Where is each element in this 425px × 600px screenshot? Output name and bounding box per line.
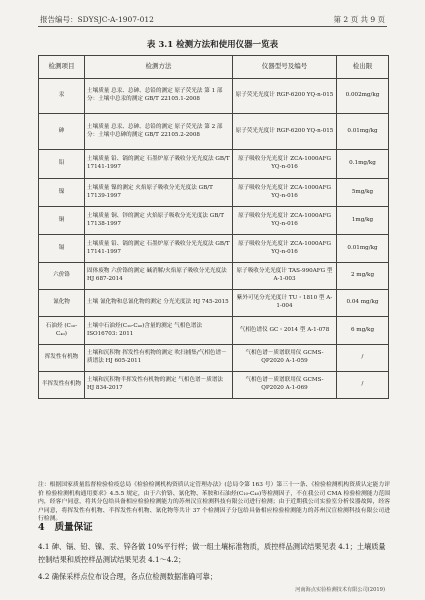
cell-limit: /	[337, 345, 389, 372]
table-row	[39, 207, 389, 235]
cell-method: 土壤质量 镍的测定 火焰原子吸收分光光度法 GB/T 17139-1997	[85, 179, 233, 207]
section-title: 质量保证	[54, 522, 93, 533]
cell-method: 土壤和沉积物半挥发性有机物的测定 气相色谱－质谱法 HJ 834-2017	[85, 372, 233, 399]
header-limit: 检出限	[337, 56, 389, 79]
cell-limit: 5mg/kg	[337, 179, 389, 207]
cell-limit: 0.01mg/kg	[337, 235, 389, 263]
cell-instrument: 气相色谱－质谱联用仪 GCMS-QP2020 A-1-059	[233, 345, 337, 372]
cell-method: 土壤 氰化物和总氰化物的测定 分光光度法 HJ 745-2015	[85, 290, 233, 317]
page-header	[38, 14, 387, 27]
cell-limit: 0.1mg/kg	[337, 150, 389, 179]
section-heading	[38, 519, 93, 533]
cell-method: 土壤质量 铜、锌的测定 火焰原子吸收分光光度法 GB/T 17138-1997	[85, 207, 233, 235]
cell-method: 固体废物 六价铬的测定 碱消解/火焰原子吸收分光光度法 HJ 687-2014	[85, 263, 233, 290]
header-method: 检测方法	[85, 56, 233, 79]
header-instrument: 仪器型号及编号	[233, 56, 337, 79]
cell-instrument: 原子吸收分光光度计 ZCA-1000AFG YQ-n-016	[233, 207, 337, 235]
cell-instrument: 气相色谱仪 GC・2014 型 A-1-078	[233, 317, 337, 345]
cell-item: 铅	[39, 150, 85, 179]
cell-limit: 6 mg/kg	[337, 317, 389, 345]
cell-method: 土壤质量 铅、镉的测定 石墨炉原子吸收分光光度法 GB/T 17141-1997	[85, 235, 233, 263]
method-instrument-table	[38, 55, 389, 399]
cell-item: 砷	[39, 114, 85, 150]
cell-limit: 0.002mg/kg	[337, 79, 389, 114]
cell-limit: 2 mg/kg	[337, 263, 389, 290]
cell-instrument: 原子荧光光度计 RGF-6200 YQ-n-015	[233, 79, 337, 114]
page-footer: 河南海点实验检测技术有限公司(2019)	[295, 587, 385, 593]
cell-item: 铜	[39, 207, 85, 235]
cell-limit: 0.01mg/kg	[337, 114, 389, 150]
table-row	[39, 345, 389, 372]
table-caption: 表 3.1 检测方法和使用仪器一览表	[146, 40, 279, 50]
page-number: 第 2 页 共 9 页	[333, 15, 385, 24]
table-row	[39, 235, 389, 263]
cell-item: 六价铬	[39, 263, 85, 290]
cell-item: 氰化物	[39, 290, 85, 317]
cell-item: 镍	[39, 179, 85, 207]
table-row	[39, 150, 389, 179]
cell-method: 土壤和沉积物 挥发性有机物的测定 吹扫捕集/气相色谱－质谱法 HJ 605-2011	[85, 345, 233, 372]
table-row	[39, 317, 389, 345]
cell-instrument: 原子吸收分光光度计 ZCA-1000AFG YQ-n-016	[233, 235, 337, 263]
cell-method: 土壤质量 铅、镉的测定 石墨炉原子吸收分光光度法 GB/T 17141-1997	[85, 150, 233, 179]
cell-method: 土壤质量 总汞、总砷、总铅的测定 原子荧光法 第 1 部分：土壤中总汞的测定 GB/T 22105.1-2008	[85, 79, 233, 114]
cell-item: 挥发性有机物	[39, 345, 85, 372]
cell-method: 土壤质量 总汞、总砷、总铅的测定 原子荧光法 第 2 部分：土壤中总砷的测定 GB/T 22105.2-2008	[85, 114, 233, 150]
cell-item: 汞	[39, 79, 85, 114]
header-item: 检测项目	[39, 56, 85, 79]
cell-instrument: 紫外可见分光光度计 TU・1810 型 A-1-004	[233, 290, 337, 317]
cell-instrument: 原子吸收分光光度计 ZCA-1000AFG YQ-n-016	[233, 179, 337, 207]
table-row	[39, 263, 389, 290]
cell-instrument: 原子吸收分光光度计 ZCA-1000AFG YQ-n-016	[233, 150, 337, 179]
cell-item: 石油烃 (C₁₀-C₄₀)	[39, 317, 85, 345]
table-row	[39, 114, 389, 150]
cell-limit: /	[337, 372, 389, 399]
table-row	[39, 79, 389, 114]
paragraph-4-1: 4.1 砷、镉、铅、镍、汞、锌各做 10%平行样；做一组土壤标准物质，质控样品测试结果见表 4.1；土壤质量控制结果和质控样品测试结果见表 4.1～4.2；	[38, 542, 386, 564]
table-note: 注：根据国家质量监督检验检疫总局《检验检测机构资质认定管理办法》(总局令第 163 号）第三十一条、《检验检测机构资质认定能力评价 检验检测机构通用要求》4.5.5 规定，由于六价铬、氰化物、苯胺和石油烃(C₁₀-C₄₀)等检测因子，不在我公司 CMA 检验检测能力范围内，经客户同意，将其分包给具备相应检验检测能力的苏州汉宣检测科技有限公司进行检测；由于近期我公司实验室分析仪器故障，经客户同意，将挥发性有机物、半挥发性有机物、氰化物等共计 37 个检测因子分包给具备相应检验检测能力的苏州汉宣检测科技有限公司进行检测。	[38, 482, 390, 522]
section-number: 4	[38, 522, 45, 533]
cell-item: 镉	[39, 235, 85, 263]
cell-item: 半挥发性有机物	[39, 372, 85, 399]
cell-instrument: 原子荧光光度计 RGF-6200 YQ-n-015	[233, 114, 337, 150]
cell-limit: 0.04 mg/kg	[337, 290, 389, 317]
cell-instrument: 气相色谱－质谱联用仪 GCMS-QP2020 A-1-069	[233, 372, 337, 399]
cell-limit: 1mg/kg	[337, 207, 389, 235]
table-row	[39, 372, 389, 399]
paragraph-4-2: 4.2 确保采样点位布设合理，各点位检测数据准确可靠；	[38, 572, 218, 581]
table-header-row	[39, 56, 389, 79]
table-row	[39, 179, 389, 207]
cell-instrument: 原子吸收分光光度计 TAS-990AFG 型 A-1-003	[233, 263, 337, 290]
report-number: 报告编号：SDYSJC-A-1907-012	[40, 15, 154, 24]
cell-method: 土壤中石油烃(C₁₀-C₄₀)含量的测定 气相色谱法 ISO16703: 2011	[85, 317, 233, 345]
table-row	[39, 290, 389, 317]
